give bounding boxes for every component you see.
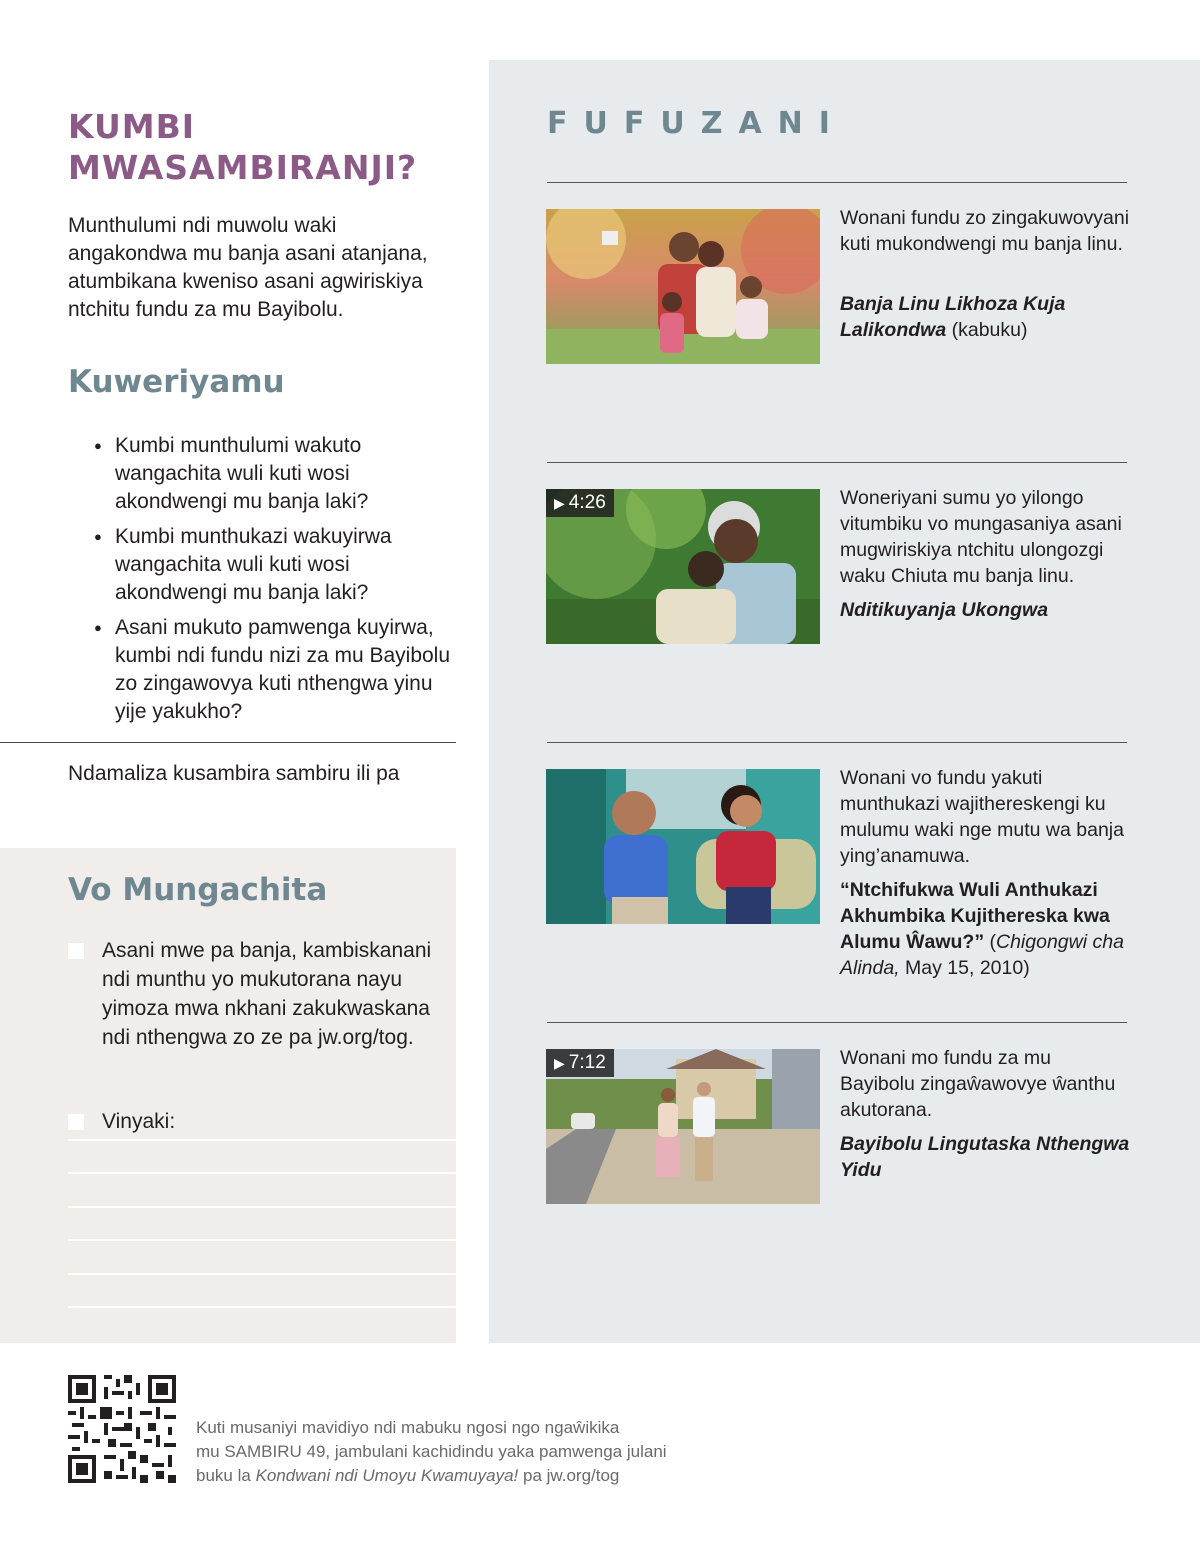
elderly-couple-video[interactable]: [546, 489, 820, 644]
explore-heading: FUFUZANI: [547, 106, 846, 141]
lesson-question-title: KUMBI MWASAMBIRANJI?: [68, 107, 418, 187]
couple-talking-photo[interactable]: [546, 769, 820, 924]
review-heading: Kuweriyamu: [68, 364, 285, 400]
divider: [547, 182, 1127, 183]
play-icon: ▶: [554, 1055, 565, 1071]
video-duration-badge: [546, 489, 614, 517]
resource-description: Wonani vo fundu yakuti munthukazi wajithereskengi ku mulumu waki nge mutu wa banja ying’anamuwa.: [840, 767, 1124, 867]
review-list: [94, 432, 454, 733]
writing-line[interactable]: [68, 1139, 456, 1141]
writing-line[interactable]: [68, 1206, 456, 1208]
intro-paragraph: Munthulumi ndi muwolu waki angakondwa mu banja asani atanjana, atumbikana kweniso asani agwiriskiya ntchitu fundu za mu Bayibolu.: [68, 214, 428, 321]
footer-line: mu SAMBIRU 49, jambulani kachidindu yaka pamwenga julani: [196, 1442, 667, 1461]
action-checkbox[interactable]: [68, 943, 84, 959]
video-duration-badge: [546, 1049, 614, 1077]
writing-line[interactable]: [68, 1172, 456, 1174]
resource-source: “Ntchifukwa Wuli Anthukazi Akhumbika Kujithereska kwa Alumu Ŵawu?” (Chigongwi cha Alinda, May 15, 2010): [840, 879, 1124, 979]
divider: [0, 742, 456, 743]
resource-title[interactable]: Banja Linu Likhoza Kuja Lalikondwa: [840, 293, 1066, 341]
resource-note: (kabuku): [951, 319, 1028, 341]
review-item: ● Kumbi munthukazi wakuyirwa wangachita wuli kuti wosi akondwengi mu banja laki?: [94, 523, 454, 607]
couple-walking-video[interactable]: [546, 1049, 820, 1204]
resource-publication: Chigongwi cha Alinda,: [840, 931, 1124, 979]
divider: [547, 1022, 1127, 1023]
action-item: Asani mwe pa banja, kambiskanani ndi munthu yo mukutorana nayu yimoza mwa nkhani zakukwaskana ndi nthengwa zo ze pa jw.org/tog.: [102, 939, 432, 1049]
resource-description: Woneriyani sumu yo yilongo vitumbiku vo mungasaniya asani mugwiriskiya ntchitu ulongozgi waku Chiuta mu banja linu.: [840, 487, 1122, 587]
action-box: [0, 848, 456, 1343]
review-item: ● Kumbi munthulumi wakuto wangachita wuli kuti wosi akondwengi mu banja laki?: [94, 432, 454, 516]
divider: [547, 742, 1127, 743]
qr-code[interactable]: [68, 1375, 176, 1483]
footer-text: buku la: [196, 1466, 251, 1485]
resource-description: Wonani fundu zo zingakuwovyani kuti mukondwengi mu banja linu.: [840, 207, 1130, 255]
resource-title[interactable]: Bayibolu Lingutaska Nthengwa Yidu: [840, 1133, 1130, 1181]
resource-source: [840, 1131, 1130, 1183]
footer-note: [196, 1416, 756, 1488]
completed-date-label: Ndamaliza kusambira sambiru ili pa: [68, 762, 400, 785]
writing-line[interactable]: [68, 1273, 456, 1275]
divider: [547, 462, 1127, 463]
review-item: ● Asani mukuto pamwenga kuyirwa, kumbi ndi fundu nizi za mu Bayibolu zo zingawovya kuti nthengwa yinu yije yakukho?: [94, 614, 454, 726]
resource-title[interactable]: Nditikuyanja Ukongwa: [840, 599, 1049, 621]
action-heading: Vo Mungachita: [68, 872, 328, 908]
other-checkbox[interactable]: [68, 1114, 84, 1130]
other-label: Vinyaki:: [102, 1110, 176, 1133]
play-icon: ▶: [554, 495, 565, 511]
family-selfie-photo[interactable]: [546, 209, 820, 364]
book-title-link[interactable]: Kondwani ndi Umoyu Kwamuyaya!: [255, 1466, 519, 1485]
resource-date: May 15, 2010): [905, 957, 1030, 979]
resource-source: [840, 291, 1130, 343]
writing-line[interactable]: [68, 1239, 456, 1241]
writing-line[interactable]: [68, 1306, 456, 1308]
resource-title[interactable]: “Ntchifukwa Wuli Anthukazi Akhumbika Kujithereska kwa Alumu Ŵawu?”: [840, 879, 1110, 953]
video-duration: 7:12: [568, 1052, 606, 1073]
resource-description: Wonani mo fundu za mu Bayibolu zingaŵawovye ŵanthu akutorana.: [840, 1047, 1116, 1121]
footer-text: pa jw.org/tog: [522, 1466, 620, 1485]
footer-line: [196, 1464, 756, 1488]
footer-line: Kuti musaniyi mavidiyo ndi mabuku ngosi ngo ngaŵikika: [196, 1418, 620, 1437]
resource-source: [840, 597, 1130, 623]
video-duration: 4:26: [568, 492, 606, 513]
